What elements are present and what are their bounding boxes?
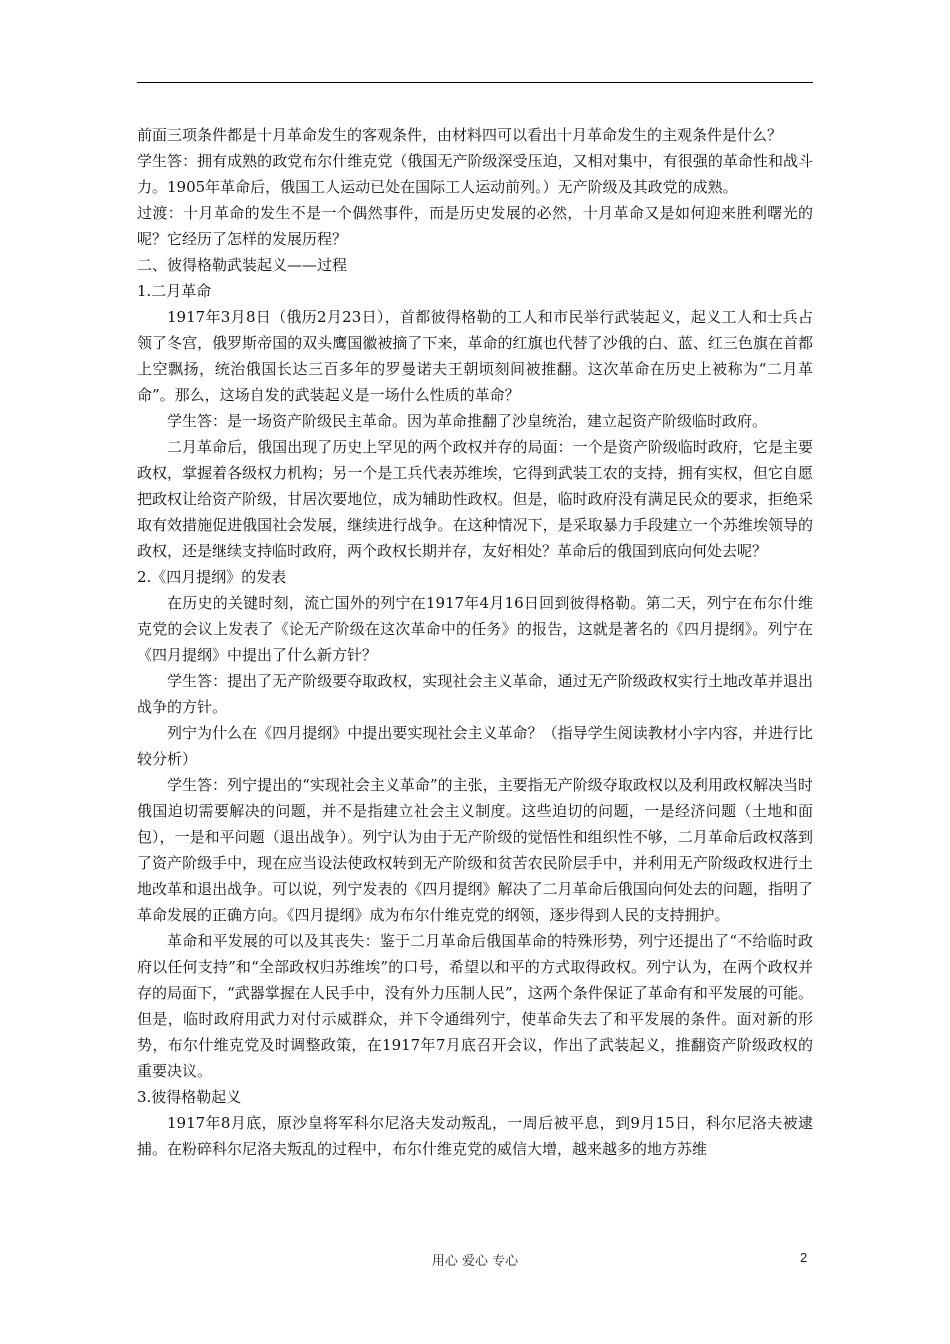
paragraph: 过渡：十月革命的发生不是一个偶然事件，而是历史发展的必然，十月革命又是如何迎来胜利曙光的呢？它经历了怎样的发展历程？ — [137, 204, 813, 248]
paragraph: 1917年3月8日（俄历2月23日），首都彼得格勒的工人和市民举行武装起义，起义工人和士兵占领了冬宫，俄罗斯帝国的双头鹰国徽被摘了下来，革命的红旗也代替了沙俄的白、蓝、红三色旗在首都上空飘扬，统治俄国长达三百多年的罗曼诺夫王朝顷刻间被推翻。这次革命在历史上被称为“二月革命”。那么，这场自发的武装起义是一场什么性质的革命？ — [137, 308, 813, 404]
subsection-heading: 3.彼得格勒起义 — [137, 1088, 242, 1106]
paragraph: 1917年8月底，原沙皇将军科尔尼洛夫发动叛乱，一周后被平息，到9月15日，科尔尼洛夫被逮捕。在粉碎科尔尼洛夫叛乱的过程中，布尔什维克党的威信大增，越来越多的地方苏维 — [137, 1114, 813, 1158]
subsection-heading: 2.《四月提纲》的发表 — [137, 568, 287, 586]
subsection-heading: 1.二月革命 — [137, 282, 212, 300]
section-heading: 二、彼得格勒武装起义——过程 — [137, 256, 348, 274]
page-number: 2 — [800, 1250, 808, 1265]
paragraph: 二月革命后，俄国出现了历史上罕见的两个政权并存的局面：一个是资产阶级临时政府，它是主要政权，掌握着各级权力机构；另一个是工兵代表苏维埃，它得到武装工农的支持，拥有实权，但它自愿把政权让给资产阶级，甘居次要地位，成为辅助性政权。但是，临时政府没有满足民众的要求，拒绝采取有效措施促进俄国社会发展，继续进行战争。在这种情况下，是采取暴力手段建立一个苏维埃领导的政权，还是继续支持临时政府，两个政权长期并存，友好相处？革命后的俄国到底向何处去呢？ — [137, 438, 813, 560]
document-body — [137, 122, 813, 1162]
footer-text: 用心 爱心 专心 — [431, 1254, 519, 1269]
paragraph: 学生答：是一场资产阶级民主革命。因为革命推翻了沙皇统治，建立起资产阶级临时政府。 — [167, 412, 768, 430]
paragraph: 学生答：拥有成熟的政党布尔什维克党（俄国无产阶级深受压迫，又相对集中，有很强的革命性和战斗力。1905年革命后，俄国工人运动已处在国际工人运动前列。）无产阶级及其政党的成熟。 — [137, 152, 813, 196]
header-rule — [137, 82, 813, 83]
paragraph: 列宁为什么在《四月提纲》中提出要实现社会主义革命？（指导学生阅读教材小字内容，并进行比较分析） — [137, 724, 813, 768]
paragraph: 革命和平发展的可以及其丧失：鉴于二月革命后俄国革命的特殊形势，列宁还提出了“不给临时政府以任何支持”和“全部政权归苏维埃”的口号，希望以和平的方式取得政权。列宁认为，在两个政权并存的局面下，“武器掌握在人民手中，没有外力压制人民”，这两个条件保证了革命有和平发展的可能。但是，临时政府用武力对付示威群众，并下令通缉列宁，使革命失去了和平发展的条件。面对新的形势，布尔什维克党及时调整政策，在1917年7月底召开会议，作出了武装起义，推翻资产阶级政权的重要决议。 — [137, 932, 813, 1080]
paragraph: 在历史的关键时刻，流亡国外的列宁在1917年4月16日回到彼得格勒。第二天，列宁在布尔什维克党的会议上发表了《论无产阶级在这次革命中的任务》的报告，这就是著名的《四月提纲》。列宁在《四月提纲》中提出了什么新方针？ — [137, 594, 813, 664]
paragraph: 学生答：提出了无产阶级要夺取政权，实现社会主义革命，通过无产阶级政权实行土地改革并退出战争的方针。 — [137, 672, 813, 716]
paragraph: 学生答：列宁提出的“实现社会主义革命”的主张，主要指无产阶级夺取政权以及利用政权解决当时俄国迫切需要解决的问题，并不是指建立社会主义制度。这些迫切的问题，一是经济问题（土地和面包），一是和平问题（退出战争）。列宁认为由于无产阶级的觉悟性和组织性不够，二月革命后政权落到了资产阶级手中，现在应当设法使政权转到无产阶级和贫苦农民阶层手中，并利用无产阶级政权进行土地改革和退出战争。可以说，列宁发表的《四月提纲》解决了二月革命后俄国向何处去的问题，指明了革命发展的正确方向。《四月提纲》成为布尔什维克党的纲领，逐步得到人民的支持拥护。 — [137, 776, 813, 924]
paragraph: 前面三项条件都是十月革命发生的客观条件，由材料四可以看出十月革命发生的主观条件是什么？ — [137, 126, 783, 144]
